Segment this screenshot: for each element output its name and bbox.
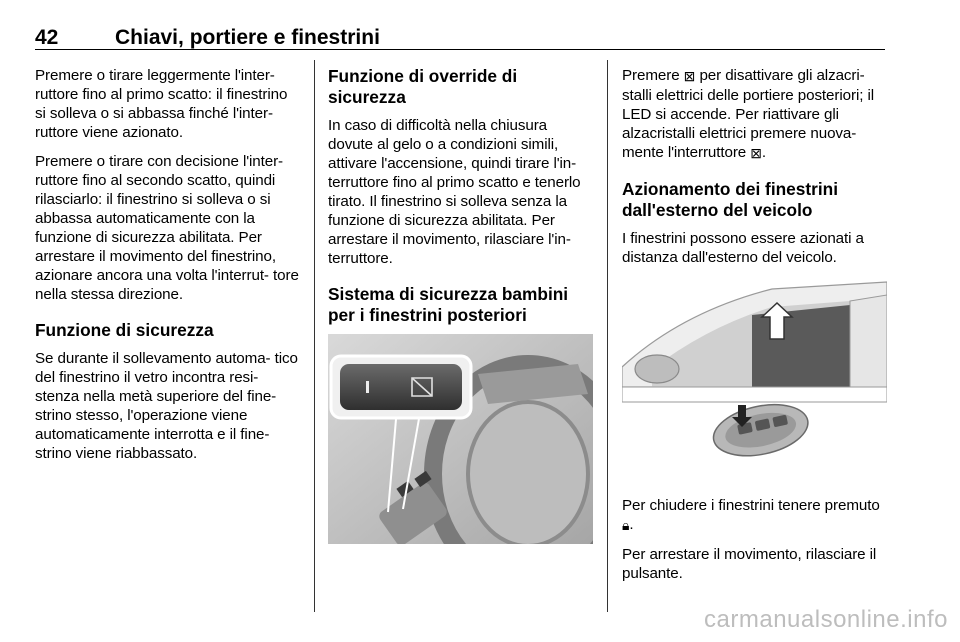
column-3 <box>622 66 887 593</box>
column-divider <box>314 60 315 612</box>
paragraph: In caso di difficoltà nella chiusura dovute al gelo o a condizioni simili, attivare l'accensione, quindi tirare l'in- terruttore fino al primo scatto e tenerlo tirato. Il finestrino si solleva senza la funzione di sicurezza abilitata. Per arrestare il movimento, rilasciare l'in- terruttore. <box>328 117 581 267</box>
paragraph: I finestrini possono essere azionati a distanza dall'esterno del veicolo. <box>622 230 864 266</box>
section-heading: Funzione di sicurezza <box>35 320 214 340</box>
header-rule <box>35 49 885 50</box>
section-heading: Azionamento dei finestrini dall'esterno del veicolo <box>622 179 839 220</box>
paragraph: Premere o tirare leggermente l'inter- ruttore fino al primo scatto: il finestrino si solleva o si abbassa finché l'inter- ruttore viene azionato. <box>35 67 288 141</box>
page-header <box>35 20 885 50</box>
column-1 <box>35 66 300 473</box>
paragraph: Premere ⊠ per disattivare gli alzacri- stalli elettrici delle portiere posteriori; il LED si accende. Per riattivare gli alzacristalli elettrici premere nuova- mente l'interruttore ⊠. <box>622 67 875 161</box>
remote-window-close-illustration <box>622 277 887 482</box>
column-divider <box>607 60 608 612</box>
window-lock-icon: ⊠ <box>683 68 696 84</box>
paragraph: Premere o tirare con decisione l'inter- ruttore fino al secondo scatto, quindi rilasciarlo: il finestrino si solleva o si abbassa automaticamente con la funzione di sicurezza abilitata. Per arrestare il movimento del finestrino, azionare ancora una volta l'interrut- tore nella stessa direzione. <box>35 153 299 303</box>
paragraph: Se durante il sollevamento automa- tico del finestrino il vetro incontra resi- stenza nella metà superiore del fine- strino stesso, l'operazione viene automaticamente interrotta e il fine- strino viene riabbassato. <box>35 350 298 462</box>
page-title: Chiavi, portiere e finestrini <box>115 26 380 49</box>
column-2 <box>328 66 593 558</box>
page-number: 42 <box>35 26 59 49</box>
window-lock-icon: ⊠ <box>750 145 762 161</box>
watermark: carmanualsonline.info <box>704 606 948 633</box>
key-lock-icon: 🔒︎ <box>622 517 630 533</box>
paragraph: Per chiudere i finestrini tenere premuto 🔒︎. <box>622 497 880 533</box>
section-heading: Funzione di override di sicurezza <box>328 66 518 107</box>
section-heading: Sistema di sicurezza bambini per i finestrini posteriori <box>328 284 569 325</box>
child-lock-switch-illustration <box>328 334 593 544</box>
remote-key-fob-icon <box>709 397 813 464</box>
paragraph: Per arrestare il movimento, rilasciare il pulsante. <box>622 546 877 582</box>
